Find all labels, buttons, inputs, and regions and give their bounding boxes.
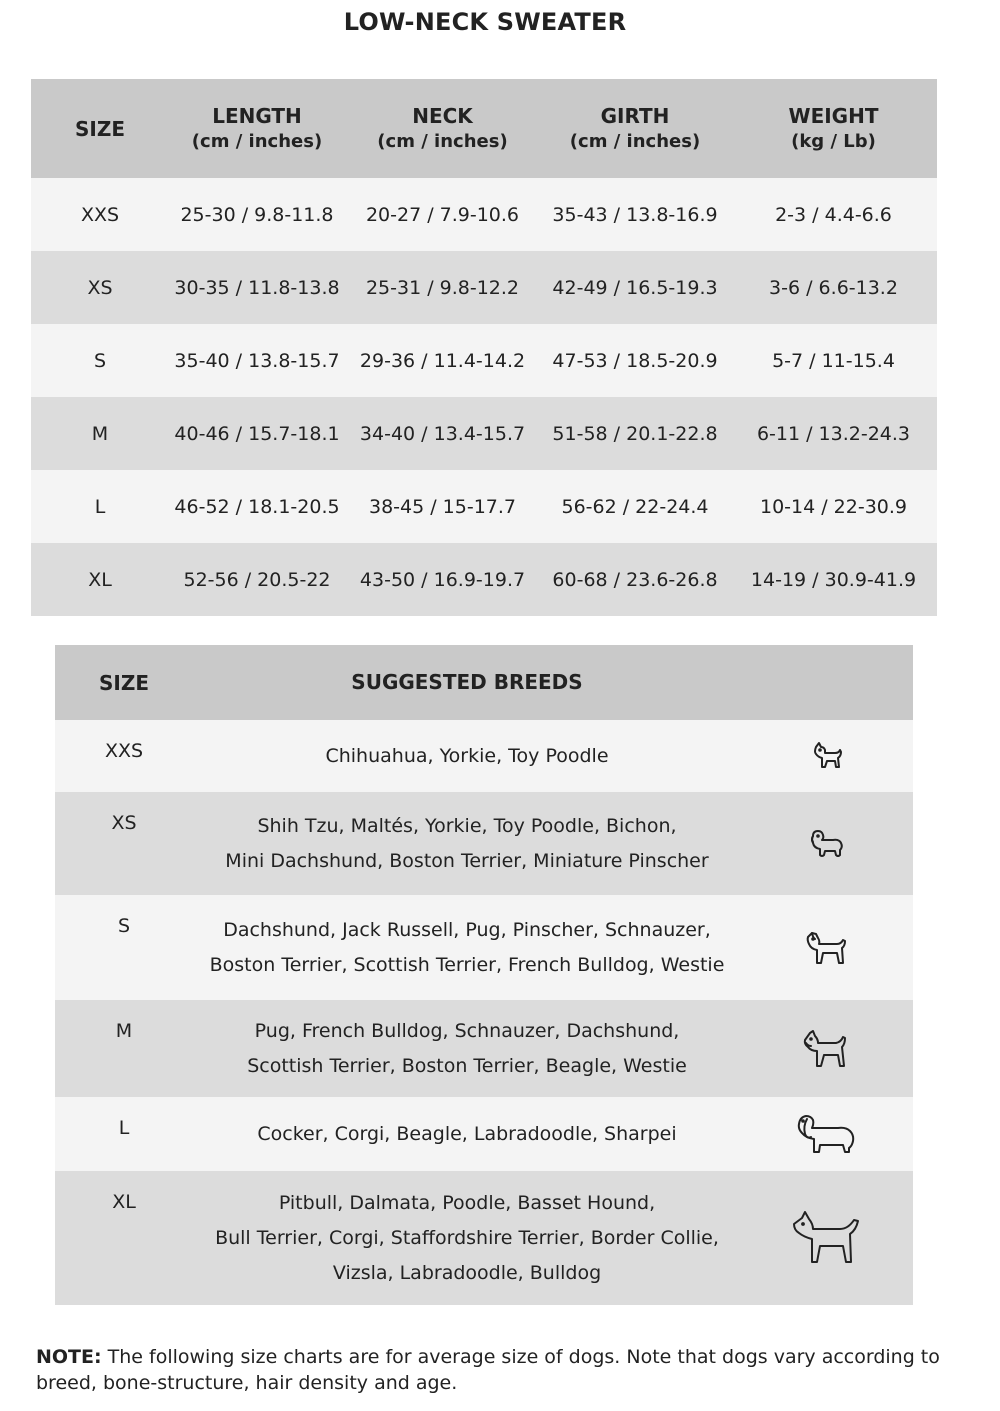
- size-cell: XL: [112, 1191, 136, 1213]
- breeds-cell: [193, 739, 741, 774]
- table-row: [55, 895, 913, 1000]
- breeds-cell: [193, 913, 741, 983]
- header-neck-unit: (cm / inches): [377, 130, 508, 152]
- girth-cell: 35-43 / 13.8-16.9: [552, 203, 718, 226]
- table-row: [55, 1000, 913, 1097]
- neck-cell: 25-31 / 9.8-12.2: [365, 276, 520, 299]
- header-neck-label: NECK: [412, 103, 473, 128]
- small-dog-icon: [741, 929, 913, 967]
- measurement-table: [31, 79, 937, 616]
- neck-cell: 43-50 / 16.9-19.7: [359, 568, 526, 591]
- length-cell: 30-35 / 11.8-13.8: [174, 276, 340, 299]
- size-cell: XL: [88, 568, 112, 591]
- breeds-line: Bull Terrier, Corgi, Staffordshire Terrier, Border Collie,: [215, 1226, 719, 1249]
- breeds-table: [55, 645, 913, 1305]
- page-title: LOW-NECK SWEATER: [343, 8, 627, 36]
- neck-cell: 34-40 / 13.4-15.7: [359, 422, 526, 445]
- header-girth-label: GIRTH: [600, 103, 670, 128]
- girth-cell: 60-68 / 23.6-26.8: [552, 568, 718, 591]
- breeds-line: Mini Dachshund, Boston Terrier, Miniature Pinscher: [225, 849, 709, 872]
- breeds-line: Chihuahua, Yorkie, Toy Poodle: [325, 744, 609, 767]
- size-cell: L: [118, 1117, 130, 1139]
- breeds-line: Pug, French Bulldog, Schnauzer, Dachshund,: [254, 1019, 680, 1042]
- header-length-label: LENGTH: [212, 103, 302, 128]
- length-cell: 46-52 / 18.1-20.5: [174, 495, 340, 518]
- table-row: [31, 324, 937, 397]
- breeds-line: Dachshund, Jack Russell, Pug, Pinscher, Schnauzer,: [223, 918, 711, 941]
- breeds-line: Boston Terrier, Scottish Terrier, French Bulldog, Westie: [209, 953, 725, 976]
- length-cell: 25-30 / 9.8-11.8: [180, 203, 334, 226]
- breeds-line: Scottish Terrier, Boston Terrier, Beagle, Westie: [247, 1054, 687, 1077]
- header-length: [169, 103, 345, 155]
- weight-cell: 14-19 / 30.9-41.9: [750, 568, 917, 591]
- breeds-line: Cocker, Corgi, Beagle, Labradoodle, Sharpei: [257, 1122, 677, 1145]
- breeds-cell: [193, 809, 741, 879]
- table-row: [31, 178, 937, 251]
- header-girth-unit: (cm / inches): [569, 130, 701, 152]
- girth-cell: 51-58 / 20.1-22.8: [552, 422, 718, 445]
- header-weight-unit: (kg / Lb): [791, 130, 876, 152]
- small-fluffy-dog-icon: [741, 828, 913, 860]
- size-cell: XS: [87, 276, 113, 299]
- girth-cell: 47-53 / 18.5-20.9: [552, 349, 718, 372]
- table-row: [31, 251, 937, 324]
- breeds-table-header: [55, 645, 913, 720]
- table-row: [31, 470, 937, 543]
- neck-cell: 20-27 / 7.9-10.6: [365, 203, 520, 226]
- size-note: [36, 1344, 956, 1396]
- breeds-line: Vizsla, Labradoodle, Bulldog: [332, 1261, 602, 1284]
- size-cell: XXS: [80, 203, 120, 226]
- size-cell: XS: [111, 812, 137, 834]
- note-text: The following size charts are for average size of dogs. Note that dogs vary according to breed, bone-structure, hair density and age.: [36, 1346, 940, 1394]
- size-cell: S: [117, 915, 131, 937]
- neck-cell: 38-45 / 15-17.7: [368, 495, 517, 518]
- length-cell: 52-56 / 20.5-22: [183, 568, 331, 591]
- tiny-dog-icon: [741, 741, 913, 771]
- table-row: [31, 397, 937, 470]
- header-size: SIZE: [98, 670, 149, 695]
- header-girth: [540, 103, 730, 155]
- weight-cell: 6-11 / 13.2-24.3: [756, 422, 911, 445]
- spaniel-dog-icon: [741, 1112, 913, 1156]
- breeds-cell: [193, 1117, 741, 1152]
- weight-cell: 5-7 / 11-15.4: [772, 349, 895, 372]
- size-cell: XXS: [104, 740, 144, 762]
- table-row: [55, 1097, 913, 1171]
- breeds-line: Shih Tzu, Maltés, Yorkie, Toy Poodle, Bichon,: [257, 814, 677, 837]
- length-cell: 40-46 / 15.7-18.1: [174, 422, 340, 445]
- table-row: [55, 792, 913, 895]
- note-label: NOTE:: [36, 1346, 102, 1368]
- header-weight-label: WEIGHT: [788, 103, 879, 128]
- size-cell: M: [115, 1020, 133, 1042]
- table-row: [55, 1171, 913, 1305]
- header-weight: [730, 103, 937, 155]
- header-suggested-breeds: SUGGESTED BREEDS: [351, 670, 583, 694]
- header-neck: [345, 103, 540, 155]
- table-row: [55, 720, 913, 792]
- weight-cell: 2-3 / 4.4-6.6: [775, 203, 892, 226]
- breeds-line: Pitbull, Dalmata, Poodle, Basset Hound,: [278, 1191, 656, 1214]
- length-cell: 35-40 / 13.8-15.7: [174, 349, 340, 372]
- breeds-cell: [193, 1186, 741, 1291]
- breeds-cell: [193, 1014, 741, 1084]
- size-cell: L: [94, 495, 106, 518]
- girth-cell: 42-49 / 16.5-19.3: [552, 276, 718, 299]
- terrier-dog-icon: [741, 1028, 913, 1070]
- measurement-table-header: [31, 79, 937, 178]
- bull-terrier-dog-icon: [741, 1210, 913, 1266]
- table-row: [31, 543, 937, 616]
- header-size: SIZE: [74, 116, 125, 141]
- weight-cell: 3-6 / 6.6-13.2: [769, 276, 898, 299]
- size-cell: M: [91, 422, 109, 445]
- header-length-unit: (cm / inches): [191, 130, 323, 152]
- weight-cell: 10-14 / 22-30.9: [759, 495, 908, 518]
- girth-cell: 56-62 / 22-24.4: [561, 495, 709, 518]
- size-cell: S: [93, 349, 107, 372]
- neck-cell: 29-36 / 11.4-14.2: [359, 349, 526, 372]
